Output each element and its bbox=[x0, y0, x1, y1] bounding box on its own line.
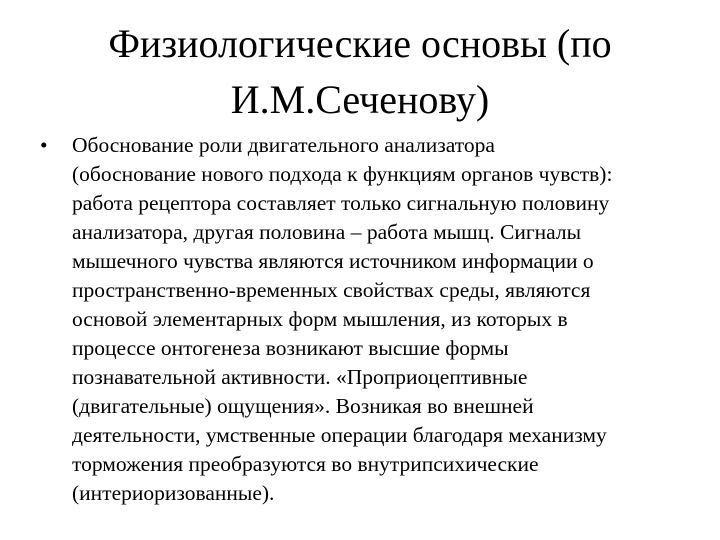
bullet-line-2: (обоснование нового подхода к функциям органов чувств): bbox=[72, 162, 613, 186]
bullet-line-7: основой элементарных форм мышления, из которых в bbox=[72, 307, 568, 331]
slide-title bbox=[40, 16, 680, 128]
bullet-line-4: анализатора, другая половина – работа мышц. Сигналы bbox=[72, 220, 582, 244]
bullet-line-12: торможения преобразуются во внутрипсихические bbox=[72, 452, 539, 476]
bullet-list bbox=[40, 131, 700, 508]
bullet-dot-icon: • bbox=[40, 133, 48, 157]
bullet-line-11: деятельности, умственные операции благодаря механизму bbox=[72, 423, 607, 447]
bullet-line-8: процессе онтогенеза возникают высшие формы bbox=[72, 336, 509, 360]
bullet-line-3: работа рецептора составляет только сигнальную половину bbox=[72, 191, 610, 215]
bullet-line-6: пространственно-временных свойствах среды, являются bbox=[72, 278, 591, 302]
bullet-line-1: Обоснование роли двигательного анализатора bbox=[72, 133, 495, 157]
slide-title-line-1: Физиологические основы (по bbox=[108, 21, 612, 66]
bullet-line-5: мышечного чувства являются источником информации о bbox=[72, 249, 594, 273]
bullet-line-10: (двигательные) ощущения». Возникая во внешней bbox=[72, 394, 534, 418]
bullet-line-13: (интериоризованные). bbox=[72, 481, 275, 505]
bullet-item bbox=[40, 131, 700, 508]
bullet-line-9: познавательной активности. «Проприоцептивные bbox=[72, 365, 528, 389]
bullet-text bbox=[72, 131, 700, 508]
slide-title-line-2: И.М.Сеченову) bbox=[230, 77, 490, 122]
